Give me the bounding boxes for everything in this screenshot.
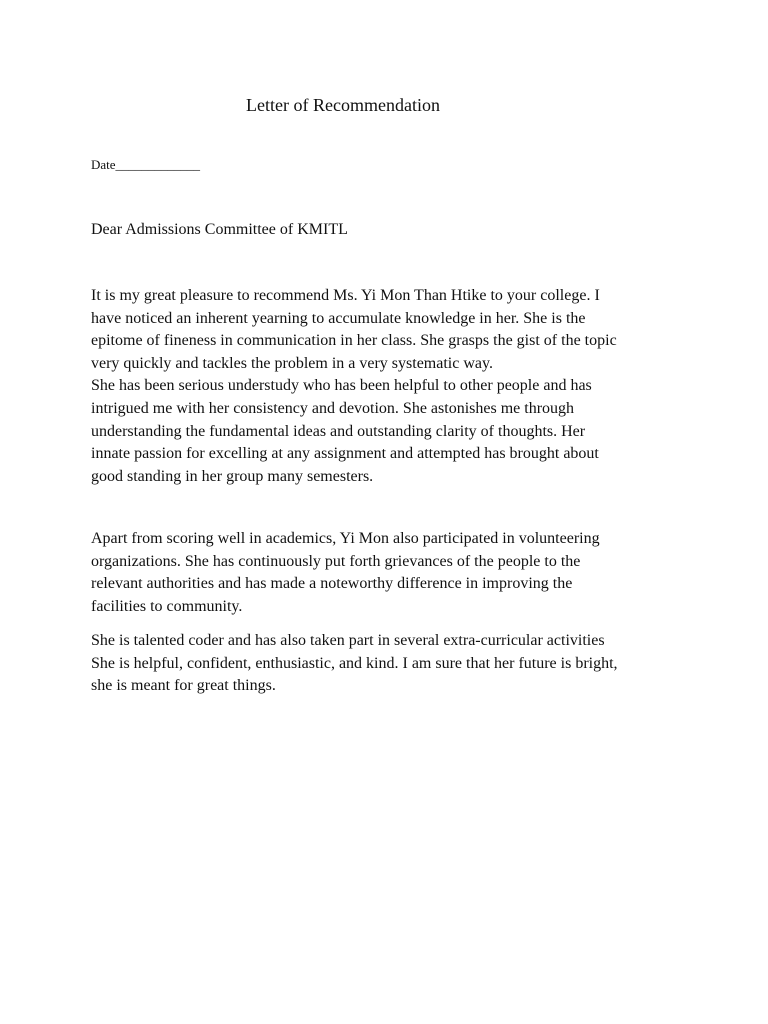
paragraph-1 bbox=[91, 285, 681, 488]
paragraph-line: It is my great pleasure to recommend Ms. Yi Mon Than Htike to your college. I bbox=[91, 287, 600, 304]
paragraph-line: Apart from scoring well in academics, Yi Mon also participated in volunteering bbox=[91, 530, 600, 547]
paragraph-line: She is helpful, confident, enthusiastic, and kind. I am sure that her future is bright, bbox=[91, 654, 618, 672]
paragraph-line: she is meant for great things. bbox=[91, 677, 276, 695]
paragraph-2 bbox=[91, 528, 681, 618]
letter-title: Letter of Recommendation bbox=[246, 95, 440, 115]
paragraph-line: understanding the fundamental ideas and outstanding clarity of thoughts. Her bbox=[91, 422, 586, 440]
paragraph-line: very quickly and tackles the problem in a very systematic way. bbox=[91, 354, 493, 372]
salutation: Dear Admissions Committee of KMITL bbox=[91, 221, 348, 238]
paragraph-line: epitome of fineness in communication in her class. She grasps the gist of the topic bbox=[91, 332, 617, 350]
paragraph-line: She is talented coder and has also taken part in several extra-curricular activities bbox=[91, 632, 605, 649]
paragraph-line: facilities to community. bbox=[91, 597, 243, 615]
paragraph-line: innate passion for excelling at any assignment and attempted has brought about bbox=[91, 445, 599, 463]
paragraph-3 bbox=[91, 630, 681, 698]
date-field-label: Date_____________ bbox=[91, 157, 201, 172]
paragraph-line: relevant authorities and has made a noteworthy difference in improving the bbox=[91, 575, 573, 593]
paragraph-line: intrigued me with her consistency and devotion. She astonishes me through bbox=[91, 399, 575, 417]
paragraph-line: She has been serious understudy who has been helpful to other people and has bbox=[91, 377, 592, 395]
paragraph-line: organizations. She has continuously put forth grievances of the people to the bbox=[91, 552, 581, 570]
paragraph-line: good standing in her group many semesters. bbox=[91, 467, 374, 485]
paragraph-line: have noticed an inherent yearning to accumulate knowledge in her. She is the bbox=[91, 309, 586, 327]
